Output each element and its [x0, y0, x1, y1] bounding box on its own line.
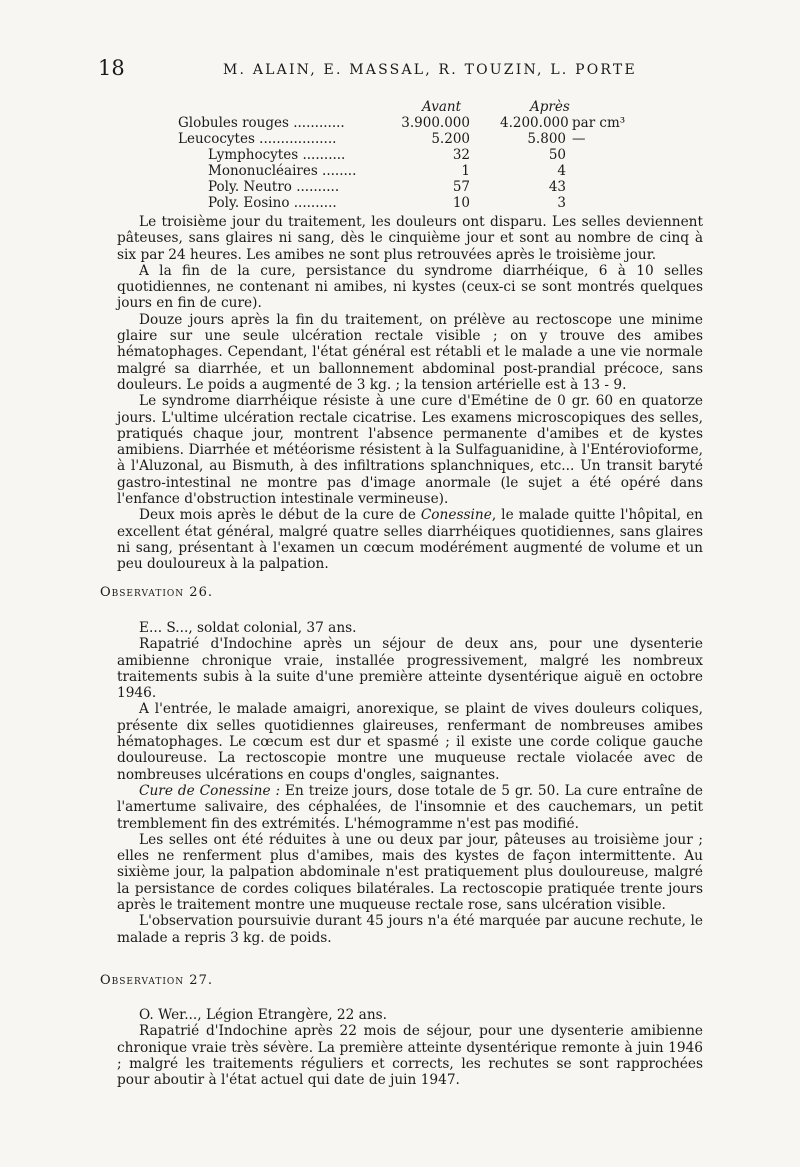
observation-heading: Observation 26.: [100, 585, 213, 600]
paragraph: Le troisième jour du traitement, les douleurs ont disparu. Les selles deviennent pâteuses, sans glaires ni sang, dès le cinquième jour et sont au nombre de cinq à six par 24 heures. Les amibes ne sont plus retrouvées après le troisième jour.: [117, 214, 703, 263]
paragraph: Les selles ont été réduites à une ou deux par jour, pâteuses au troisième jour ; elles ne renferment plus d'amibes, mais des kystes de façon intermittente. Au sixième jour, la palpation abdominale n'est pratiquement plus douloureuse, malgré la persistance de cordes coliques bilatérales. La rectoscopie pratiquée trente jours après le traitement montre une muqueuse rectale rose, sans ulcération visible.: [117, 831, 703, 914]
value-unit: par cm³: [572, 115, 626, 131]
paragraph: Rapatrié d'Indochine après un séjour de deux ans, pour une dysenterie amibienne chronique vraie, installée progressivement, malgré les nombreux traitements subis à la suite d'une première atteinte dysentérique aiguë en octobre 1946.: [117, 636, 703, 702]
value-after: 4: [557, 163, 566, 179]
value-before: 5.200: [431, 131, 470, 147]
value-after: 50: [548, 147, 566, 163]
paragraph: [117, 783, 703, 832]
value-after: 3: [557, 195, 566, 211]
page-header: [98, 56, 738, 86]
paragraph: Douze jours après la fin du traitement, on prélève au rectoscope une minime glaire sur une seule ulcération rectale visible ; on y trouve des amibes hématophages. Cependant, l'état général est rétabli et le malade a une vie normale malgré sa diarrhée, et un ballonnement abdominal post-prandial précoce, sans douleurs. Le poids a augmenté de 3 kg. ; la tension artérielle est à 13 - 9.: [117, 311, 703, 393]
value-before: 57: [452, 179, 470, 195]
value-after: 5.800: [527, 131, 566, 147]
column-header-before: Avant: [422, 99, 461, 115]
italic-text: Cure de Conessine :: [139, 782, 281, 799]
page-number: 18: [98, 56, 125, 80]
paragraph: Rapatrié d'Indochine après 22 mois de séjour, pour une dysenterie amibienne chronique vraie très sévère. La première atteinte dysentérique remonte à juin 1946 ; malgré les traitements réguliers et corrects, les rechutes se sont rapprochées pour aboutir à l'état actuel qui date de juin 1947.: [117, 1023, 703, 1089]
observation-27-body: [117, 1007, 703, 1088]
row-label: Lymphocytes ..........: [208, 147, 346, 163]
value-after: 43: [548, 179, 566, 195]
paragraph: O. Wer..., Légion Etrangère, 22 ans.: [139, 1007, 388, 1023]
italic-text: Conessine: [420, 507, 492, 524]
text-run: En treize jours, dose totale de 5 gr. 50. La cure entraîne de l'amertume salivaire, des céphalées, de l'insomnie et des cauchemars, un petit tremblement fin des extrémités. L'hémogramme n'est pas modifié.: [117, 782, 703, 832]
value-after: 4.200.000: [500, 115, 569, 131]
text-run: Deux mois après le début de la cure de: [139, 507, 421, 524]
row-label: Leucocytes ..................: [178, 131, 337, 147]
text-run: , le malade quitte l'hôpital, en excellent état général, malgré quatre selles diarrhéiques quotidiennes, sans glaires ni sang, présentant à l'examen un cœcum modérément augmenté de volume et un peu douloureux à la palpation.: [117, 507, 703, 573]
row-label: Globules rouges ............: [178, 115, 345, 131]
value-unit: —: [572, 131, 586, 147]
column-header-after: Après: [530, 99, 570, 115]
value-before: 1: [461, 163, 470, 179]
paragraph: Le syndrome diarrhéique résiste à une cure d'Emétine de 0 gr. 60 en quatorze jours. L'ultime ulcération rectale cicatrise. Les examens microscopiques des selles, pratiqués chaque jour, montrent l'absence permanente d'amibes et de kystes amibiens. Diarrhée et météorisme résistent à la Sulfaguanidine, à l'Entérovioforme, à l'Aluzonal, au Bismuth, à des infiltrations splanchniques, etc... Un transit baryté gastro-intestinal ne montre pas d'image anormale (le sujet a été opéré dans l'enfance d'obstruction intestinale vermineuse).: [117, 393, 703, 508]
paragraph: [117, 507, 703, 572]
paragraph: E... S..., soldat colonial, 37 ans.: [139, 620, 357, 636]
running-head: M. ALAIN, E. MASSAL, R. TOUZIN, L. PORTE: [223, 62, 637, 78]
row-label: Poly. Eosino ..........: [208, 195, 337, 211]
observation-25-continuation: [117, 214, 703, 573]
paragraph: A l'entrée, le malade amaigri, anorexique, se plaint de vives douleurs coliques, présente dix selles quotidiennes glaireuses, renfermant de nombreuses amibes hématophages. Le cœcum est dur et spasmé ; il existe une corde colique gauche douloureuse. La rectoscopie montre une muqueuse rectale violacée avec de nombreuses ulcérations en coups d'ongles, saignantes.: [117, 701, 703, 783]
value-before: 10: [452, 195, 470, 211]
row-label: Mononucléaires ........: [208, 163, 357, 179]
value-before: 32: [452, 147, 470, 163]
paragraph: L'observation poursuivie durant 45 jours n'a été marquée par aucune rechute, le malade a repris 3 kg. de poids.: [117, 913, 703, 946]
paragraph: A la fin de la cure, persistance du syndrome diarrhéique, 6 à 10 selles quotidiennes, ne contenant ni amibes, ni kystes (ceux-ci se sont montrés quelques jours en fin de cure).: [117, 262, 703, 312]
observation-26-body: [117, 620, 703, 946]
row-label: Poly. Neutro ..........: [208, 179, 340, 195]
observation-heading: Observation 27.: [100, 973, 213, 988]
value-before: 3.900.000: [401, 115, 470, 131]
